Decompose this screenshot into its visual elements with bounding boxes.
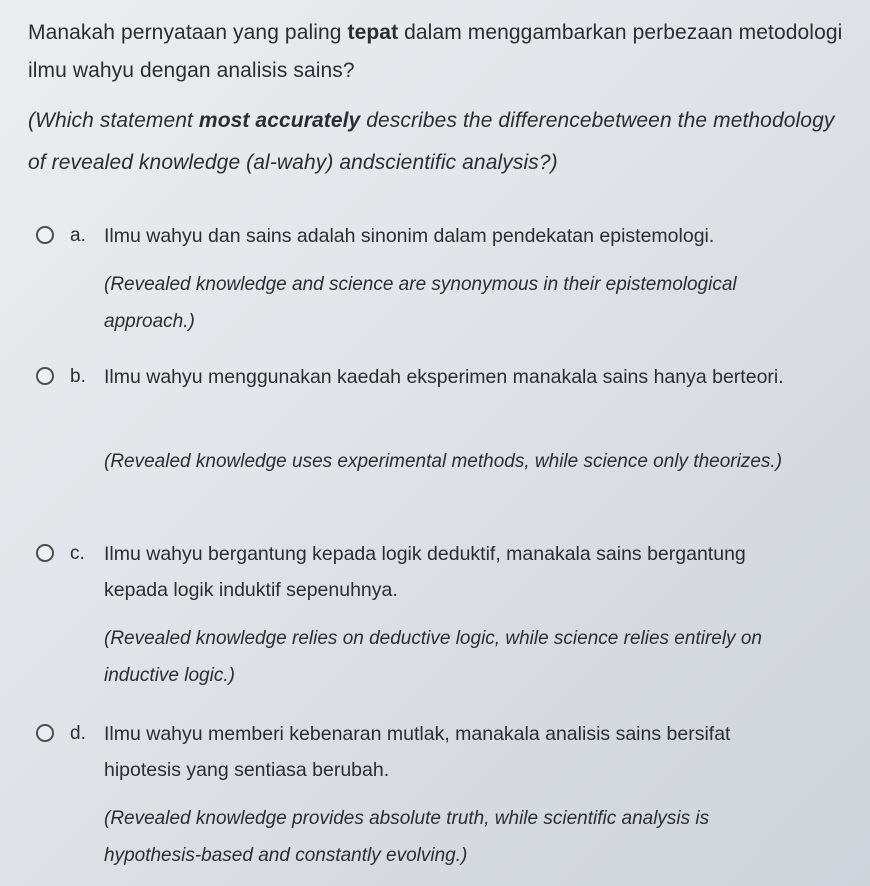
option-b-malay-text: Ilmu wahyu menggunakan kaedah eksperimen manakala sains hanya berteori. [104,366,784,388]
option-letter-c: c. [70,543,85,564]
option-a-malay-text: Ilmu wahyu dan sains adalah sinonim dalam pendekatan epistemologi. [104,225,715,247]
question-ms-emphasis: tepat [347,21,399,44]
option-a-english-text: (Revealed knowledge and science are synonymous in their epistemological approach.) [104,274,737,332]
option-d-malay-text: Ilmu wahyu memberi kebenaran mutlak, manakala analisis sains bersifat hipotesis yang sentiasa berubah. [104,723,731,781]
question-ms-suffix: dalam menggambarkan perbezaan metodologi ilmu wahyu dengan analisis sains? [28,21,843,82]
radio-button-b[interactable] [36,367,54,385]
option-letter-a: a. [70,225,86,246]
radio-button-a[interactable] [36,226,54,244]
question-en-emphasis: most accurately [198,109,361,132]
option-letter-b: b. [70,366,86,387]
radio-button-d[interactable] [36,724,54,742]
question-en-suffix: describes the differencebetween the methodology of revealed knowledge (al-wahy) andscientific analysis?) [28,109,835,174]
question-ms-prefix: Manakah pernyataan yang paling [28,21,348,44]
question-text-english [28,100,848,184]
option-d-english-text: (Revealed knowledge provides absolute truth, while scientific analysis is hypothesis-based and constantly evolving.) [104,808,710,866]
option-letter-d: d. [70,723,86,744]
option-c-english-text: (Revealed knowledge relies on deductive logic, while science relies entirely on inductive logic.) [104,628,762,686]
option-b-english-text: (Revealed knowledge uses experimental methods, while science only theorizes.) [104,451,783,472]
option-c-malay-text: Ilmu wahyu bergantung kepada logik deduktif, manakala sains bergantung kepada logik induktif sepenuhnya. [104,543,746,601]
question-en-prefix: (Which statement [28,109,199,132]
question-text-malay [28,14,848,90]
radio-button-c[interactable] [36,544,54,562]
